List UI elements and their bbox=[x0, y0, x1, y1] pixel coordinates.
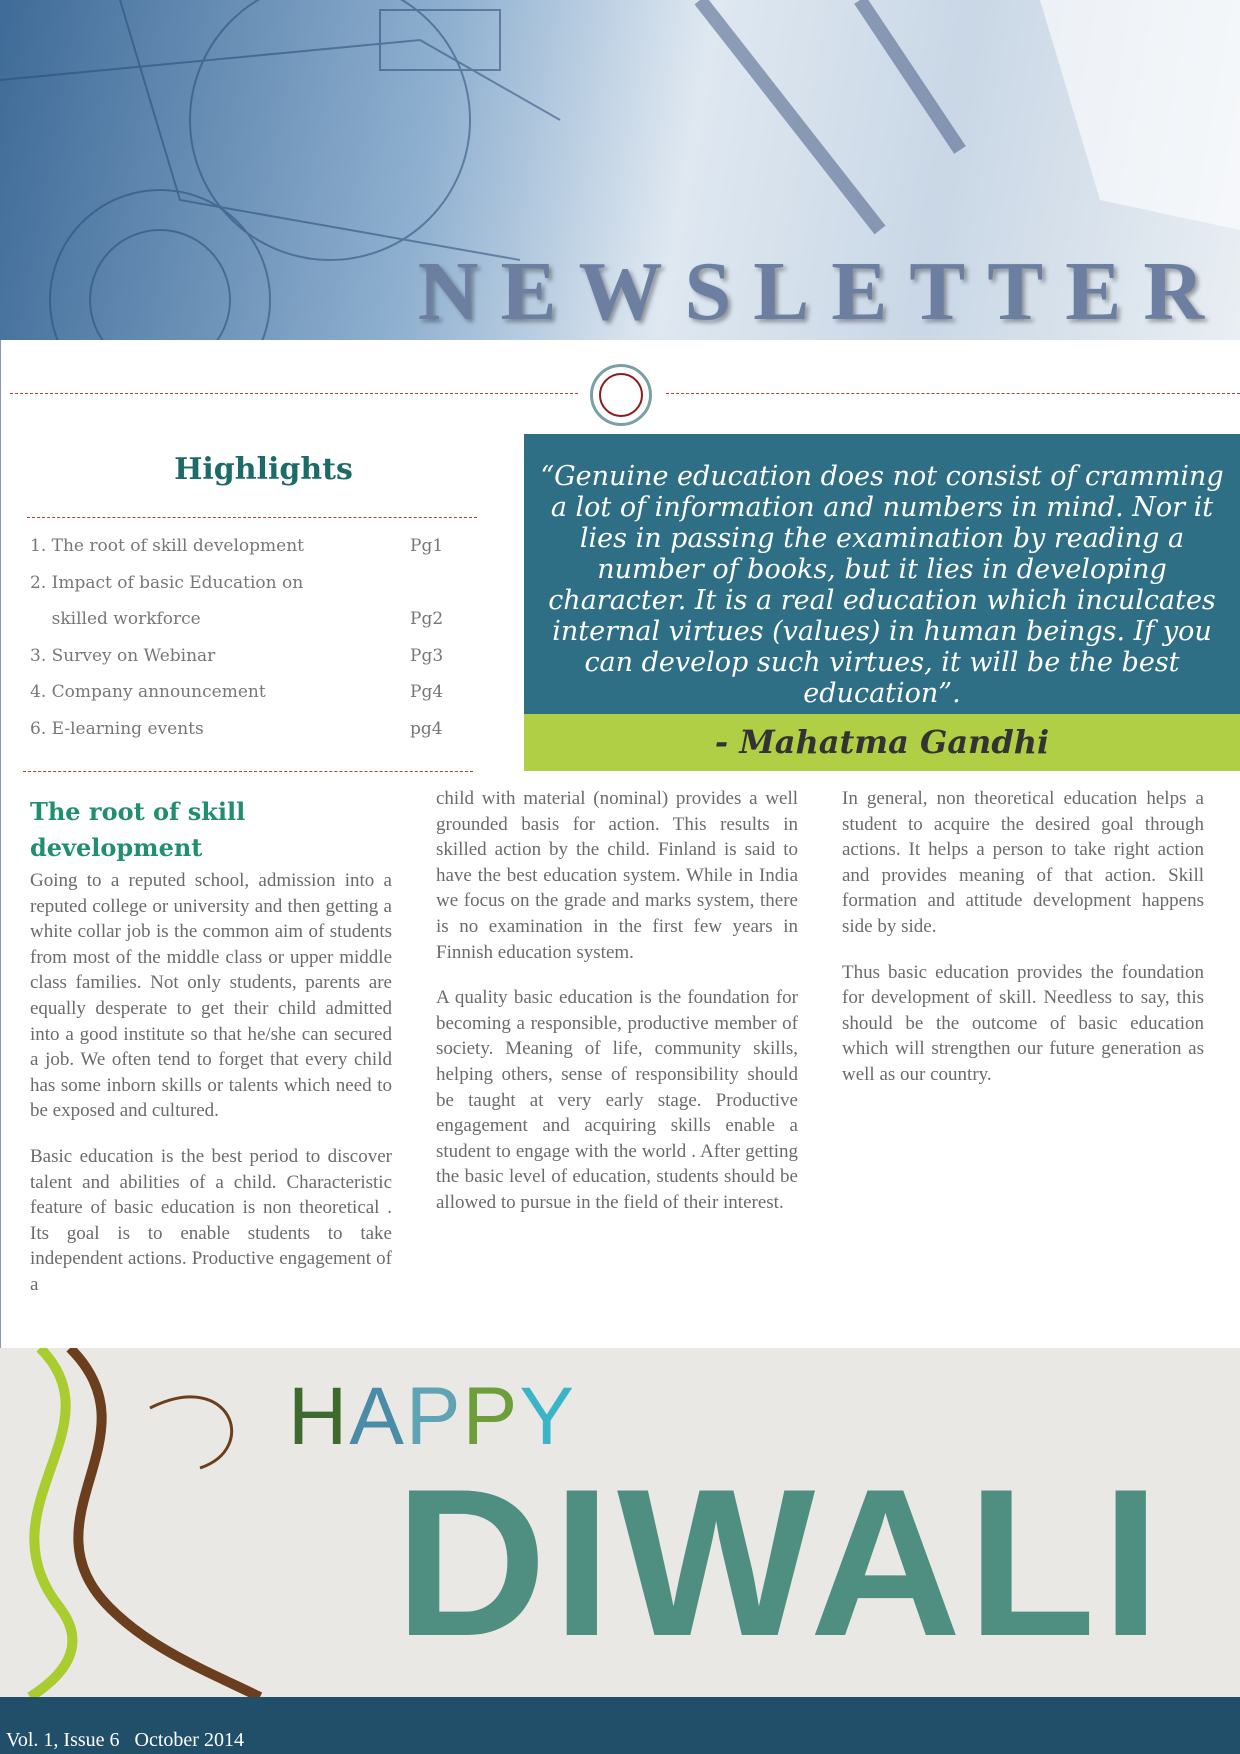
article-column-3 bbox=[842, 786, 1204, 1108]
quote-text: “Genuine education does not consist of cramming a lot of information and numbers in mind. Nor it lies in passing the examination by reading a number of books, but it lies in developing character. It is a real education which inculcates internal virtues (values) in human beings. If you can develop such virtues, it will be the best education”. bbox=[524, 434, 1240, 714]
page-border bbox=[0, 340, 1, 1348]
quote-author: - Mahatma Gandhi bbox=[524, 714, 1240, 771]
toc-page: pg4 bbox=[410, 718, 443, 739]
happy-text: HAPPY bbox=[288, 1371, 577, 1462]
footer bbox=[0, 1697, 1240, 1754]
divider bbox=[666, 393, 1240, 394]
divider bbox=[23, 771, 473, 772]
toc-page bbox=[410, 573, 450, 610]
paragraph: child with material (nominal) provides a well grounded basis for action. This results in skilled action by the child. Finland is said to have the best education system. While in India we focus on the grade and marks system, there is no examination in the first few years in Finnish education system. bbox=[436, 788, 798, 963]
paragraph: Thus basic education provides the foundation for development of skill. Needless to say, this should be the outcome of basic education which will strengthen our future generation as well as our country. bbox=[842, 961, 1204, 1085]
paragraph: In general, non theoretical education helps a student to acquire the desired goal through actions. It helps a person to take right action and provides meaning of that action. Skill formation and attitude development happens side by side. bbox=[842, 788, 1204, 937]
toc-page: Pg1 bbox=[410, 536, 444, 556]
article-column-1 bbox=[30, 794, 392, 1318]
paragraph: Going to a reputed school, admission into a reputed college or university and then getting a white collar job is the common aim of students from most of the middle class or upper middle class families. Not only students, parents are equally desperate to get their child admitted into a good institute so that he/she can secured a job. We often tend to forget that every child has some inborn skills or talents which need to be exposed and cultured. bbox=[30, 870, 392, 1122]
divider bbox=[10, 393, 578, 394]
toc-label: skilled workforce bbox=[30, 609, 201, 629]
toc-item[interactable] bbox=[30, 536, 450, 573]
paragraph: A quality basic education is the foundation for becoming a responsible, productive member of society. Meaning of life, community skills, helping others, sense of responsibility should be taught at very early stage. Productive engagement and acquiring skills enable a student to engage with the world . After getting the basic level of education, students should be allowed to pursue in the field of their interest. bbox=[436, 987, 798, 1213]
toc-item[interactable] bbox=[30, 646, 450, 683]
toc-label: 2. Impact of basic Education on bbox=[30, 572, 304, 593]
article-column-2 bbox=[436, 786, 798, 1236]
toc-label: 4. Company announcement bbox=[30, 682, 266, 702]
swirl-decoration-icon bbox=[0, 1348, 300, 1697]
circle-ornament-icon bbox=[590, 364, 652, 426]
toc-label: 1. The root of skill development bbox=[30, 536, 305, 556]
toc-label: 3. Survey on Webinar bbox=[30, 645, 216, 666]
toc-item[interactable] bbox=[30, 682, 450, 719]
diwali-banner bbox=[0, 1348, 1240, 1697]
article-title: The root of skill development bbox=[30, 797, 246, 862]
toc-page: Pg2 bbox=[410, 609, 444, 629]
issue-info: Vol. 1, Issue 6 bbox=[6, 1729, 120, 1751]
header-banner bbox=[0, 0, 1240, 340]
toc-page: Pg3 bbox=[410, 645, 444, 666]
toc-label: 6. E-learning events bbox=[30, 718, 204, 739]
highlights-title: Highlights bbox=[174, 452, 353, 487]
divider bbox=[27, 517, 477, 518]
toc-item[interactable] bbox=[30, 609, 450, 646]
issue-date: October 2014 bbox=[134, 1729, 244, 1751]
toc-item[interactable] bbox=[30, 719, 450, 756]
toc-item[interactable] bbox=[30, 573, 450, 610]
highlights-list bbox=[30, 536, 450, 755]
masthead-title: NEWSLETTER bbox=[417, 245, 1226, 338]
toc-page: Pg4 bbox=[410, 682, 444, 702]
diwali-word: DIWALI bbox=[395, 1445, 1166, 1680]
paragraph: Basic education is the best period to discover talent and abilities of a child. Characteristic feature of basic education is non theoretical . Its goal is to enable students to take independent actions. Productive engagement of a bbox=[30, 1145, 392, 1295]
